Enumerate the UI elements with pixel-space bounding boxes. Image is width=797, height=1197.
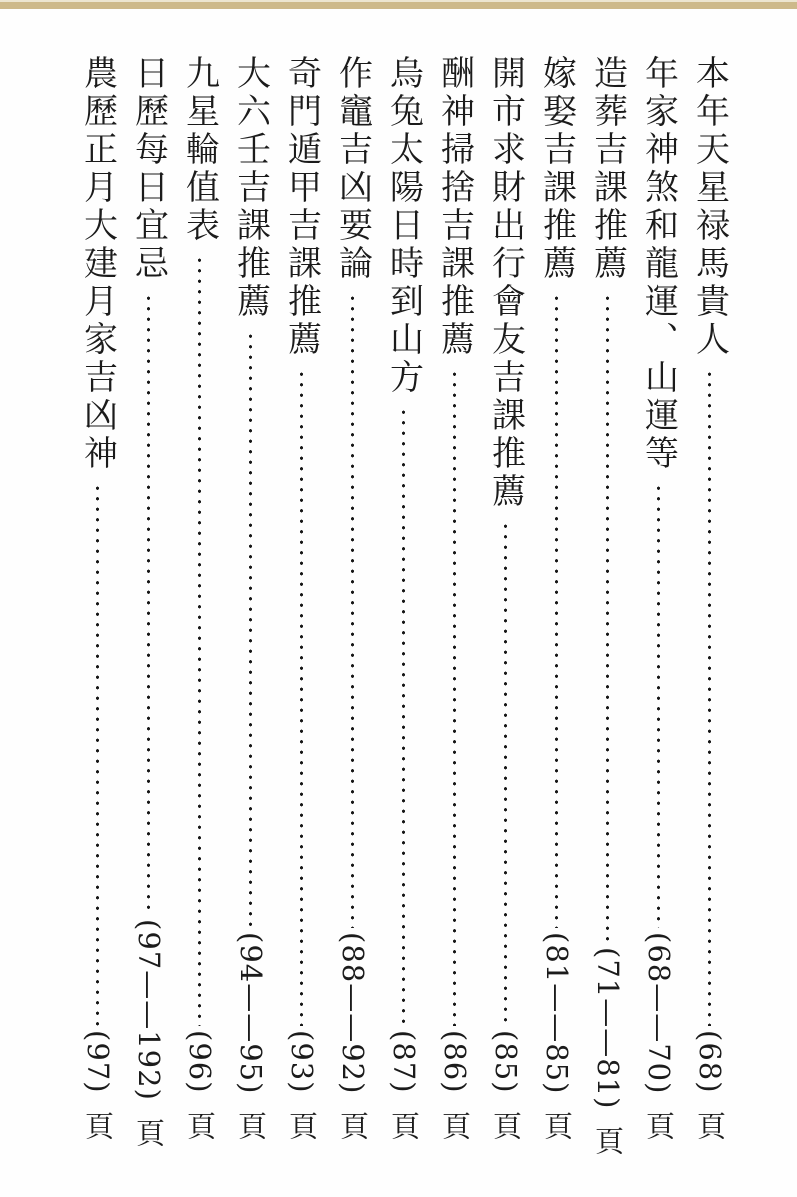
dotted-leader-icon: [248, 328, 253, 928]
toc-entry-pages: (88——92): [336, 931, 370, 1094]
dotted-leader-icon: [401, 404, 406, 1026]
toc-entry-title: 造葬吉課推薦: [587, 55, 628, 283]
page-suffix-label: 頁: [234, 1111, 268, 1140]
page-suffix-label: 頁: [285, 1111, 319, 1140]
toc-entry-pages: (86): [438, 1030, 472, 1094]
toc-entry-pages: (68): [693, 1030, 727, 1094]
toc-entry-title: 九星輪值表: [179, 55, 220, 245]
page-suffix-label: 頁: [81, 1111, 115, 1140]
toc-entry: [225, 55, 276, 1155]
toc-entry: [72, 55, 123, 1155]
toc-entry-pages: (87): [387, 1030, 421, 1094]
toc-entry-pages: (97): [81, 1030, 115, 1094]
toc-entry-title: 年家神煞和龍運、山運等: [638, 55, 679, 473]
toc-list: [77, 55, 735, 1155]
toc-entry-pages: (71——81): [591, 946, 625, 1109]
toc-entry-pages: (68——70): [642, 931, 676, 1094]
page-suffix-label: 頁: [540, 1111, 574, 1140]
toc-entry-title: 烏兔太陽日時到山方: [383, 55, 424, 397]
toc-entry: [531, 55, 582, 1155]
toc-entry: [327, 55, 378, 1155]
page-suffix-label: 頁: [183, 1111, 217, 1140]
toc-entry: [684, 55, 735, 1155]
dotted-leader-icon: [707, 366, 712, 1026]
page-suffix-label: 頁: [642, 1111, 676, 1140]
toc-entry: [480, 55, 531, 1155]
toc-entry-pages: (94——95): [234, 931, 268, 1094]
dotted-leader-icon: [350, 290, 355, 928]
toc-entry-title: 大六壬吉課推薦: [230, 55, 271, 321]
toc-entry-title: 酬神掃捨吉課推薦: [434, 55, 475, 359]
dotted-leader-icon: [656, 480, 661, 928]
page-suffix-label: 頁: [132, 1118, 166, 1147]
toc-entry-title: 開市求財出行會友吉課推薦: [485, 55, 526, 511]
toc-entry: [174, 55, 225, 1155]
toc-entry-title: 作竈吉凶要論: [332, 55, 373, 283]
toc-entry: [123, 55, 174, 1155]
toc-entry: [633, 55, 684, 1155]
page-top-edge-band: [0, 0, 797, 9]
toc-entry-pages: (97——192): [132, 919, 166, 1101]
toc-entry-title: 奇門遁甲吉課推薦: [281, 55, 322, 359]
toc-entry: [276, 55, 327, 1155]
toc-entry-pages: (81——85): [540, 931, 574, 1094]
dotted-leader-icon: [554, 290, 559, 928]
toc-entry-title: 農歷正月大建月家吉凶神: [77, 55, 118, 473]
toc-entry-title: 日歷每日宜忌: [128, 55, 169, 283]
toc-entry-pages: (85): [489, 1030, 523, 1094]
toc-entry: [429, 55, 480, 1155]
toc-entry-pages: (93): [285, 1030, 319, 1094]
dotted-leader-icon: [605, 290, 610, 943]
toc-entry: [582, 55, 633, 1155]
dotted-leader-icon: [452, 366, 457, 1026]
page-suffix-label: 頁: [489, 1111, 523, 1140]
toc-entry: [378, 55, 429, 1155]
dotted-leader-icon: [503, 518, 508, 1026]
dotted-leader-icon: [146, 290, 151, 915]
toc-entry-pages: (96): [183, 1030, 217, 1094]
toc-entry-title: 本年天星禄馬貴人: [689, 55, 730, 359]
page-suffix-label: 頁: [387, 1111, 421, 1140]
page-suffix-label: 頁: [693, 1111, 727, 1140]
page-suffix-label: 頁: [591, 1126, 625, 1155]
dotted-leader-icon: [95, 480, 100, 1026]
page-suffix-label: 頁: [438, 1111, 472, 1140]
dotted-leader-icon: [197, 252, 202, 1026]
page-suffix-label: 頁: [336, 1111, 370, 1140]
toc-entry-title: 嫁娶吉課推薦: [536, 55, 577, 283]
dotted-leader-icon: [299, 366, 304, 1026]
